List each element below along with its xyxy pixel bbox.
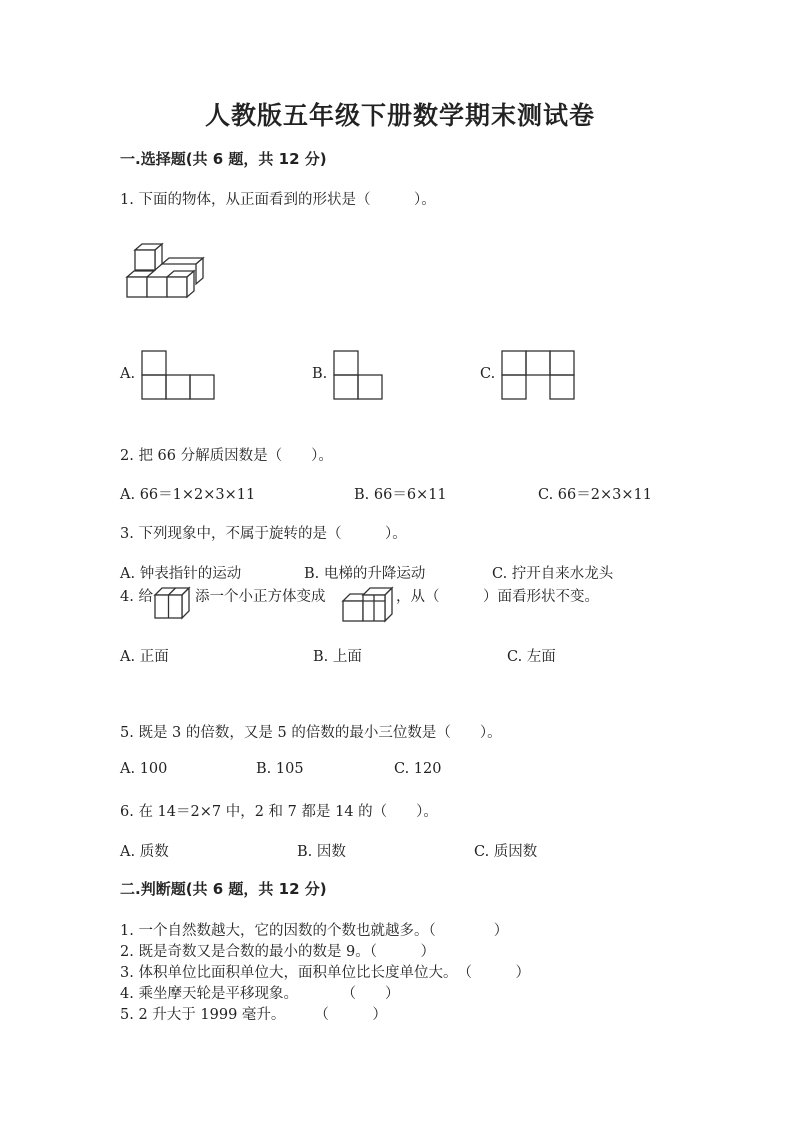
q1-option-c-label: C. <box>480 366 496 382</box>
q5-option-c: C. 120 <box>394 761 442 777</box>
judgment-item-4: 4. 乘坐摩天轮是平移现象。 （ ） <box>120 986 400 1002</box>
q2-option-a: A. 66＝1×2×3×11 <box>120 487 256 503</box>
question-6: 6. 在 14＝2×7 中，2 和 7 都是 14 的（ ）。 <box>120 804 438 820</box>
section-heading-choice: 一.选择题(共 6 题，共 12 分) <box>120 150 327 168</box>
question-5: 5. 既是 3 的倍数，又是 5 的倍数的最小三位数是（ ）。 <box>120 725 502 741</box>
q6-option-b: B. 因数 <box>297 844 346 860</box>
question-1: 1. 下面的物体，从正面看到的形状是（ ）。 <box>120 192 436 208</box>
question-4-part-3: ，从（ ）面看形状不变。 <box>396 589 599 605</box>
question-3: 3. 下列现象中，不属于旋转的是（ ）。 <box>120 526 407 542</box>
q6-option-c: C. 质因数 <box>474 844 538 860</box>
q4-option-c: C. 左面 <box>507 649 556 665</box>
q1-option-b-label: B. <box>312 366 328 382</box>
judgment-item-5: 5. 2 升大于 1999 毫升。 （ ） <box>120 1007 387 1023</box>
q5-option-b: B. 105 <box>256 761 304 777</box>
q1-option-a-shape <box>141 350 216 400</box>
section-heading-judgment: 二.判断题(共 6 题，共 12 分) <box>120 880 327 898</box>
question-2: 2. 把 66 分解质因数是（ ）。 <box>120 448 333 464</box>
judgment-item-2: 2. 既是奇数又是合数的最小的数是 9。（ ） <box>120 944 436 960</box>
q2-option-b: B. 66＝6×11 <box>354 487 447 503</box>
q2-option-c: C. 66＝2×3×11 <box>538 487 652 503</box>
q3-option-b: B. 电梯的升降运动 <box>304 566 426 582</box>
page-title: 人教版五年级下册数学期末测试卷 <box>204 101 595 130</box>
q3-option-c: C. 拧开自来水龙头 <box>492 566 614 582</box>
q6-option-a: A. 质数 <box>120 844 169 860</box>
q5-option-a: A. 100 <box>120 761 168 777</box>
judgment-item-3: 3. 体积单位比面积单位大，面积单位比长度单位大。 （ ） <box>120 965 530 981</box>
q4-option-a: A. 正面 <box>120 649 169 665</box>
q3-option-a: A. 钟表指针的运动 <box>120 566 242 582</box>
question-4-part-1: 4. 给 <box>120 589 153 605</box>
judgment-item-1: 1. 一个自然数越大，它的因数的个数也就越多。（ ） <box>120 923 509 939</box>
q4-option-b: B. 上面 <box>313 649 362 665</box>
three-cube-figure <box>340 583 395 623</box>
question-4-part-2: 添一个小正方体变成 <box>195 589 326 605</box>
cube-stack-figure <box>120 240 210 310</box>
two-cube-figure <box>152 583 192 623</box>
q1-option-b-shape <box>333 350 384 400</box>
q1-option-a-label: A. <box>120 366 136 382</box>
q1-option-c-shape <box>501 350 576 400</box>
